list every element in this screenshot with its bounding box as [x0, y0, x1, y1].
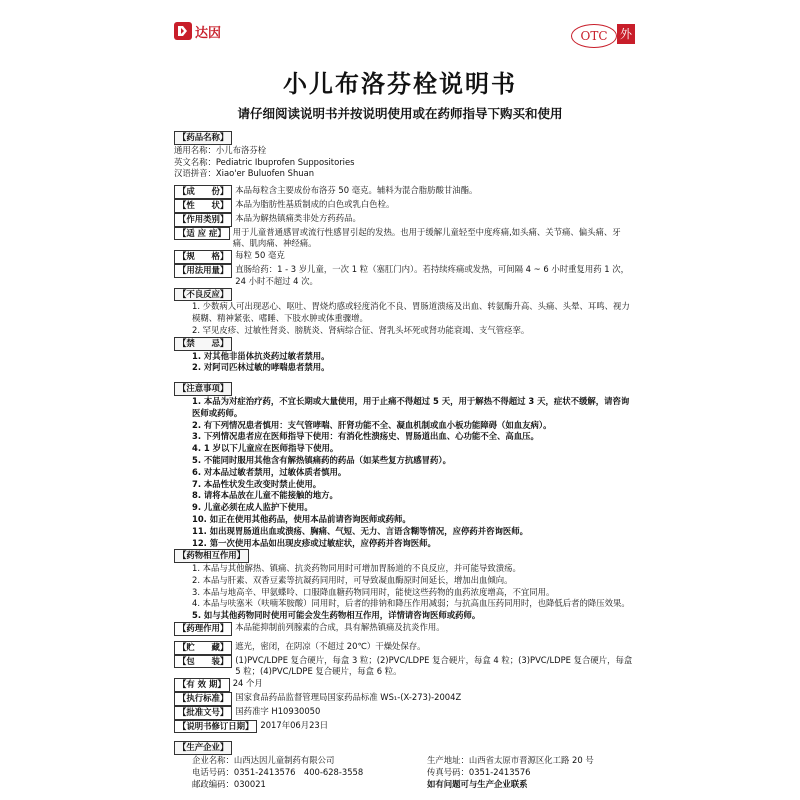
- standard-text: 国家食品药品监督管理局国家药品标准 WS₁-(X-273)-2004Z: [235, 692, 462, 703]
- interaction-item: 3. 本品与地高辛、甲氨蝶呤、口服降血糖药物同用时，能使这些药物的血药浓度增高，不宜同用。: [192, 586, 555, 597]
- indication-label: 【适 应 症】: [174, 227, 230, 241]
- category-label: 【作用类别】: [174, 213, 232, 227]
- package-text: (1)PVC/LDPE 复合硬片，每盒 3 粒；(2)PVC/LDPE 复合硬片，每盒 4 粒；(3)PVC/LDPE 复合硬片，每盒 5 粒；(4)PVC/LDPE 复合硬片，每盒 6 粒。: [235, 654, 633, 677]
- precaution-item: 9. 儿童必须在成人监护下使用。: [192, 502, 313, 513]
- character-label: 【性 状】: [174, 199, 232, 213]
- composition-text: 本品每粒含主要成份布洛芬 50 毫克。辅料为混合脂肪酸甘油酯。: [235, 185, 478, 196]
- standard-label: 【执行标准】: [174, 692, 232, 706]
- revision-text: 2017年06月23日: [260, 719, 329, 730]
- usage-row: [174, 264, 634, 288]
- precautions-heading: 【注意事项】: [174, 382, 232, 396]
- category-text: 本品为解热镇痛类非处方药药品。: [235, 212, 361, 223]
- brand-logo: [174, 22, 221, 40]
- revision-row: [174, 720, 634, 734]
- precaution-item: 10. 如正在使用其他药品，使用本品前请咨询医师或药师。: [192, 513, 411, 524]
- drug-name-section: [174, 131, 634, 180]
- spec-text: 每粒 50 毫克: [235, 250, 285, 261]
- approval-row: [174, 706, 634, 720]
- composition-row: [174, 185, 634, 199]
- precautions-section: [174, 382, 634, 549]
- package-row: [174, 655, 634, 679]
- approval-text: 国药准字 H10930050: [235, 705, 321, 716]
- adverse-heading: 【不良反应】: [174, 288, 232, 302]
- interactions-section: [174, 549, 634, 622]
- leaflet-body: [174, 131, 634, 791]
- drug-name-heading: 【药品名称】: [174, 131, 232, 145]
- interaction-item: 5. 如与其他药物同时使用可能会发生药物相互作用，详情请咨询医师或药师。: [192, 610, 481, 621]
- interaction-item: 1. 本品与其他解热、镇痛、抗炎药物同用时可增加胃肠道的不良反应，并可能导致溃疡。: [192, 563, 521, 574]
- company-fax: 传真号码：0351-2413576: [427, 767, 531, 778]
- precaution-item: 2. 有下列情况患者慎用：支气管哮喘、肝肾功能不全、凝血机制或血小板功能障碍（如血友病）。: [192, 419, 552, 430]
- precaution-item: 4. 1 岁以下儿童应在医师指导下使用。: [192, 443, 339, 454]
- storage-row: [174, 641, 634, 655]
- revision-label: 【说明书修订日期】: [174, 720, 257, 734]
- interaction-item: 2. 本品与肝素、双香豆素等抗凝药同用时，可导致凝血酶原时间延长，增加出血倾向。: [192, 574, 513, 585]
- validity-row: [174, 678, 634, 692]
- package-label: 【包 装】: [174, 655, 232, 669]
- precaution-item: 1. 本品为对症治疗药，不宜长期或大量使用，用于止痛不得超过 5 天，用于解热不得超过 3 天，症状不缓解，请咨询医师或药师。: [192, 395, 630, 418]
- pinyin-name: 汉语拼音：Xiao'er Buluofen Shuan: [174, 168, 315, 179]
- standard-row: [174, 692, 634, 706]
- external-use-badge: 外: [617, 24, 635, 44]
- storage-text: 遮光，密闭，在阴凉（不超过 20℃）干燥处保存。: [235, 640, 426, 651]
- precaution-item: 6. 对本品过敏者禁用，过敏体质者慎用。: [192, 466, 347, 477]
- validity-text: 24 个月: [232, 678, 263, 689]
- approval-label: 【批准文号】: [174, 706, 232, 720]
- indication-row: [174, 227, 634, 251]
- precaution-item: 3. 下列情况患者应在医师指导下使用：有消化性溃疡史、胃肠道出血、心功能不全、高血压。: [192, 431, 539, 442]
- brand-name: 达因: [195, 25, 222, 41]
- adverse-item: 2. 罕见皮疹、过敏性肾炎、膀胱炎、肾病综合征、肾乳头坏死或肾功能衰竭、支气管痉挛。: [192, 324, 530, 335]
- composition-label: 【成 份】: [174, 185, 232, 199]
- adverse-section: [174, 288, 634, 337]
- english-name: 英文名称：Pediatric Ibuprofen Suppositories: [174, 156, 355, 167]
- spec-label: 【规 格】: [174, 250, 232, 264]
- company-phone: 电话号码：0351-2413576 400-628-3558: [192, 767, 364, 778]
- header-bar: [0, 0, 800, 50]
- character-row: [174, 199, 634, 213]
- pharmacology-text: 本品能抑制前列腺素的合成，具有解热镇痛及抗炎作用。: [235, 622, 445, 633]
- interactions-heading: 【药物相互作用】: [174, 549, 249, 563]
- pharmacology-row: [174, 622, 634, 636]
- otc-badge: OTC: [571, 24, 617, 48]
- precaution-item: 5. 不能同时服用其他含有解热镇痛药的药品（如某些复方抗感冒药）。: [192, 454, 451, 465]
- contact-note: 如有问题可与生产企业联系: [427, 778, 528, 789]
- adverse-item: 1. 少数病人可出现恶心、呕吐、胃烧灼感或轻度消化不良、胃肠道溃疡及出血、转氨酶升高、头痛、头晕、耳鸣、视力模糊、精神紧张、嗜睡、下肢水肿或体重骤增。: [192, 301, 630, 324]
- manufacturer-heading: 【生产企业】: [174, 741, 232, 755]
- company-zip: 邮政编码：030021: [192, 778, 266, 789]
- contraindication-heading: 【禁 忌】: [174, 337, 232, 351]
- pharmacology-label: 【药理作用】: [174, 622, 232, 636]
- precaution-item: 11. 如出现胃肠道出血或溃疡、胸痛、气短、无力、言语含糊等情况，应停药并咨询医师。: [192, 525, 528, 536]
- company-address: 生产地址：山西省太原市晋源区化工路 20 号: [427, 755, 594, 766]
- indication-text: 用于儿童普通感冒或流行性感冒引起的发热。也用于缓解儿童轻至中度疼痛,如头痛、关节痛、偏头痛、牙痛、肌肉痛、神经痛。: [232, 226, 621, 249]
- interaction-item: 4. 本品与呋塞米（呋喃苯胺酸）同用时，后者的排钠和降压作用减弱；与抗高血压药同用时，也降低后者的降压效果。: [192, 598, 630, 609]
- usage-label: 【用法用量】: [174, 264, 232, 278]
- document-title: 小儿布洛芬栓说明书: [283, 70, 517, 98]
- spec-row: [174, 250, 634, 264]
- usage-text: 直肠给药：1 - 3 岁儿童，一次 1 粒（塞肛门内）。若持续疼痛或发热，可间隔 4 ~ 6 小时重复用药 1 次，24 小时不超过 4 次。: [235, 263, 629, 286]
- character-text: 本品为脂肪性基质制成的白色或乳白色栓。: [235, 198, 395, 209]
- common-name: 通用名称：小儿布洛芬栓: [174, 144, 267, 155]
- contraindication-section: [174, 337, 634, 374]
- document-subtitle: 请仔细阅读说明书并按说明使用或在药师指导下购买和使用: [237, 106, 563, 121]
- manufacturer-section: [174, 741, 634, 790]
- precaution-item: 8. 请将本品放在儿童不能接触的地方。: [192, 490, 338, 501]
- precaution-item: 7. 本品性状发生改变时禁止使用。: [192, 478, 322, 489]
- storage-label: 【贮 藏】: [174, 641, 232, 655]
- company-name: 企业名称：山西达因儿童制药有限公司: [192, 755, 335, 766]
- contraindication-item: 2. 对阿司匹林过敏的哮喘患者禁用。: [192, 362, 330, 373]
- precaution-item: 12. 第一次使用本品如出现皮疹或过敏症状，应停药并咨询医师。: [192, 537, 436, 548]
- brand-mark-icon: [174, 22, 192, 40]
- category-row: [174, 213, 634, 227]
- validity-label: 【有 效 期】: [174, 678, 230, 692]
- contraindication-item: 1. 对其他非甾体抗炎药过敏者禁用。: [192, 350, 330, 361]
